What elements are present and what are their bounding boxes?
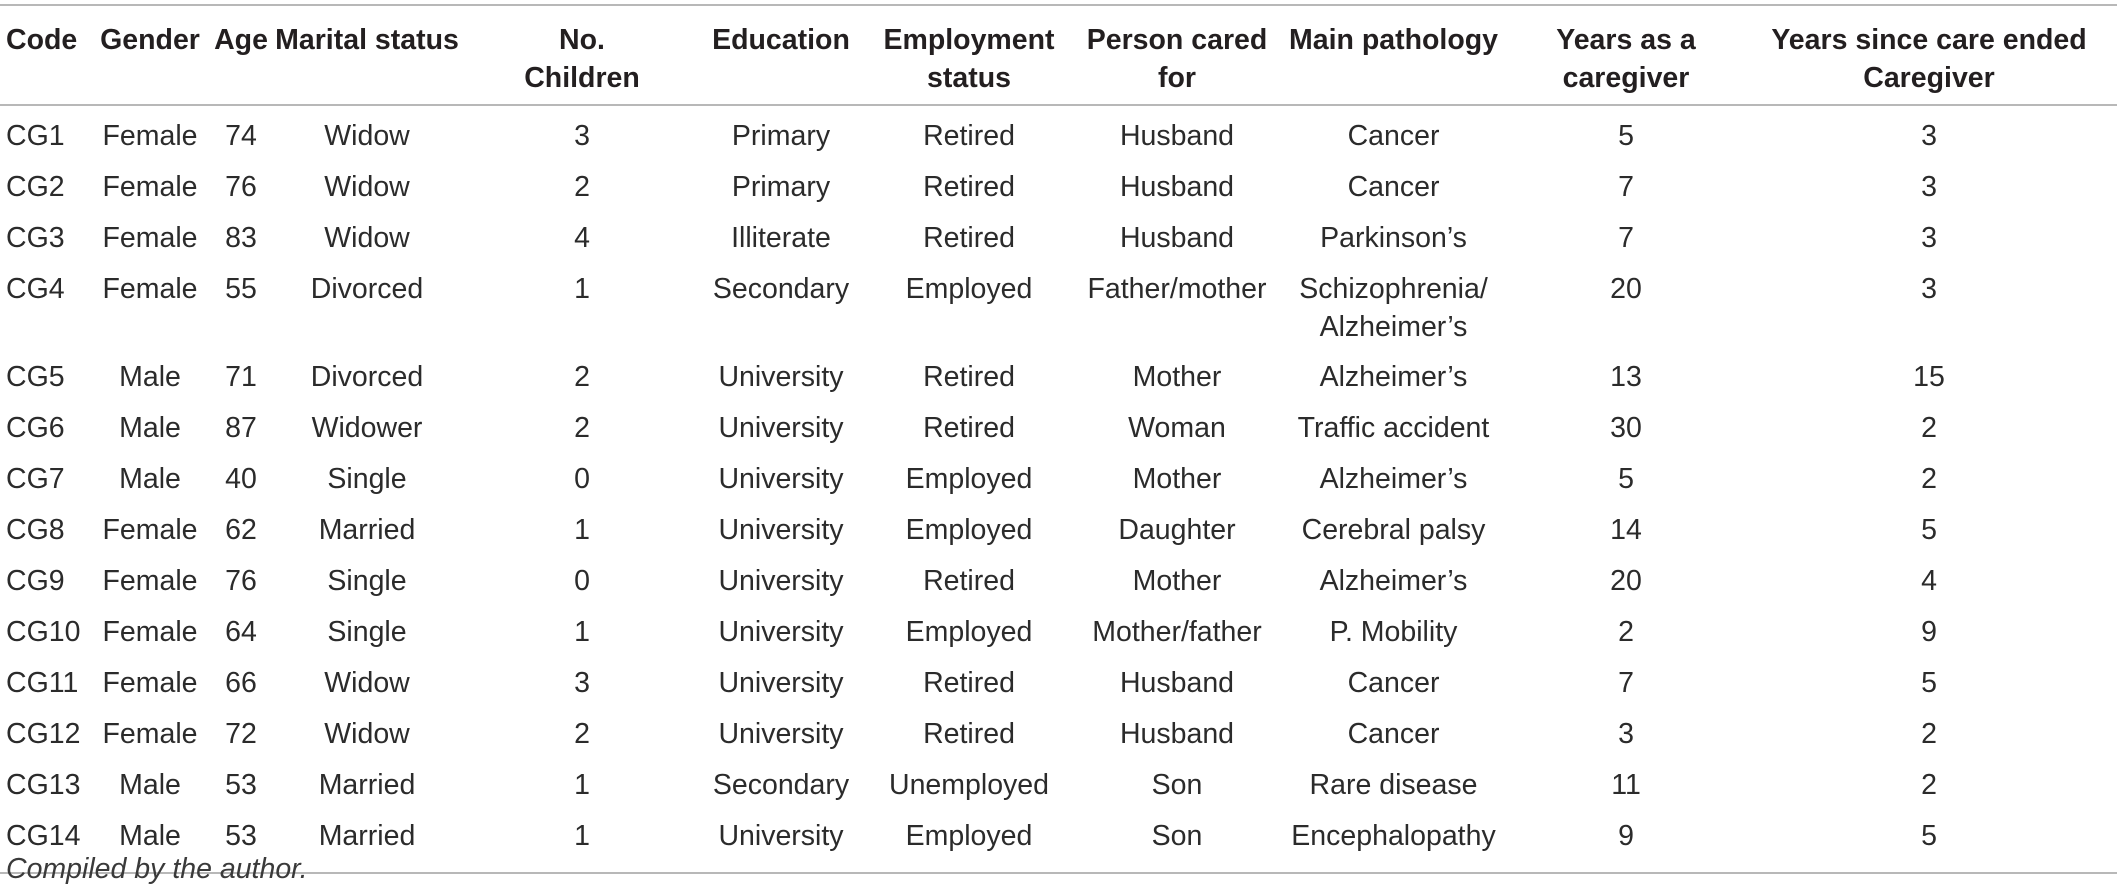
cell-education: Primary xyxy=(731,120,831,152)
column-header-education: Education xyxy=(702,5,860,105)
cell-years-since-care-ended: 4 xyxy=(1921,565,1937,597)
cell-main-pathology: Schizophrenia/ Alzheimer’s xyxy=(1299,273,1488,343)
cell-age: 71 xyxy=(225,361,257,393)
table-row xyxy=(0,507,2117,558)
cell-gender: Female xyxy=(102,222,198,254)
cell-employment-status: Employed xyxy=(905,514,1033,546)
cell-age: 53 xyxy=(210,813,272,873)
cell-age: 72 xyxy=(225,718,257,750)
cell-education: University xyxy=(718,718,844,750)
cell-gender: Male xyxy=(119,361,181,393)
cell-children: 3 xyxy=(574,667,590,699)
cell-code: CG12 xyxy=(6,718,81,750)
cell-education: University xyxy=(718,616,844,648)
cell-years-as-caregiver: 14 xyxy=(1610,514,1642,546)
table-row xyxy=(0,266,2117,354)
cell-code: CG5 xyxy=(6,361,65,393)
table-row xyxy=(0,609,2117,660)
table-row xyxy=(0,762,2117,813)
cell-main-pathology: Parkinson’s xyxy=(1320,222,1467,254)
cell-main-pathology: P. Mobility xyxy=(1329,616,1458,648)
cell-person-cared-for: Son xyxy=(1078,813,1276,873)
cell-education: University xyxy=(718,514,844,546)
cell-education: University xyxy=(718,463,844,495)
column-header-years-since-care-ended: Years since care ended Caregiver xyxy=(1741,5,2117,105)
cell-employment-status: Retired xyxy=(923,120,1015,152)
header-row xyxy=(0,5,2117,105)
cell-employment-status: Retired xyxy=(923,667,1015,699)
cell-education: Primary xyxy=(731,171,831,203)
cell-employment-status: Retired xyxy=(923,565,1015,597)
cell-employment-status: Retired xyxy=(923,361,1015,393)
cell-years-since-care-ended: 5 xyxy=(1921,514,1937,546)
cell-gender: Female xyxy=(102,171,198,203)
column-header-employment-status: Employment status xyxy=(860,5,1078,105)
cell-years-as-caregiver: 7 xyxy=(1618,171,1634,203)
cell-years-as-caregiver: 13 xyxy=(1610,361,1642,393)
cell-years-as-caregiver: 11 xyxy=(1611,769,1641,801)
cell-employment-status: Employed xyxy=(905,616,1033,648)
cell-person-cared-for: Husband xyxy=(1119,120,1235,152)
cell-years-as-caregiver: 7 xyxy=(1618,667,1634,699)
cell-marital-status: Widower xyxy=(311,412,423,444)
cell-person-cared-for: Father/mother xyxy=(1087,273,1267,305)
cell-years-since-care-ended: 2 xyxy=(1921,463,1937,495)
cell-marital-status: Single xyxy=(327,463,407,495)
cell-children: 1 xyxy=(462,813,702,873)
cell-code: CG14 xyxy=(0,813,90,873)
cell-main-pathology: Alzheimer’s xyxy=(1319,361,1468,393)
cell-education: Secondary xyxy=(712,769,850,801)
cell-marital-status: Married xyxy=(318,514,416,546)
cell-age: 74 xyxy=(225,120,257,152)
column-header-children: No. Children xyxy=(462,5,702,105)
table-row xyxy=(0,711,2117,762)
cell-gender: Female xyxy=(102,565,198,597)
cell-children: 3 xyxy=(574,120,590,152)
cell-children: 4 xyxy=(574,222,590,254)
table-row xyxy=(0,354,2117,405)
cell-gender: Male xyxy=(119,769,181,801)
cell-education: Secondary xyxy=(712,273,850,305)
cell-person-cared-for: Husband xyxy=(1119,222,1235,254)
cell-age: 76 xyxy=(225,565,257,597)
cell-years-as-caregiver: 20 xyxy=(1610,273,1642,305)
cell-employment-status: Retired xyxy=(923,222,1015,254)
cell-person-cared-for: Son xyxy=(1151,769,1203,801)
table-row xyxy=(0,105,2117,164)
cell-code: CG7 xyxy=(6,463,65,495)
cell-marital-status: Divorced xyxy=(310,273,424,305)
cell-age: 87 xyxy=(225,412,257,444)
cell-age: 66 xyxy=(225,667,257,699)
cell-years-as-caregiver: 20 xyxy=(1610,565,1642,597)
cell-main-pathology: Alzheimer’s xyxy=(1319,463,1468,495)
cell-education: Illiterate xyxy=(731,222,831,254)
cell-years-since-care-ended: 3 xyxy=(1921,171,1937,203)
column-header-age: Age xyxy=(210,5,272,105)
cell-main-pathology: Alzheimer’s xyxy=(1319,565,1468,597)
cell-employment-status: Employed xyxy=(905,463,1033,495)
cell-children: 2 xyxy=(574,718,590,750)
column-header-person-cared-for: Person cared for xyxy=(1078,5,1276,105)
cell-main-pathology: Encephalopathy xyxy=(1276,813,1511,873)
column-header-years-as-caregiver: Years as a caregiver xyxy=(1511,5,1741,105)
cell-gender: Male xyxy=(90,813,210,873)
cell-children: 2 xyxy=(574,171,590,203)
cell-age: 55 xyxy=(225,273,257,305)
cell-marital-status: Single xyxy=(327,565,407,597)
cell-age: 76 xyxy=(225,171,257,203)
cell-years-since-care-ended: 3 xyxy=(1921,273,1937,305)
cell-years-since-care-ended: 2 xyxy=(1921,718,1937,750)
cell-marital-status: Widow xyxy=(324,667,410,699)
cell-years-as-caregiver: 3 xyxy=(1618,718,1634,750)
column-header-main-pathology: Main pathology xyxy=(1276,5,1511,105)
cell-code: CG3 xyxy=(6,222,65,254)
cell-children: 0 xyxy=(574,565,590,597)
cell-code: CG9 xyxy=(6,565,65,597)
cell-age: 83 xyxy=(225,222,257,254)
cell-main-pathology: Cancer xyxy=(1347,718,1440,750)
cell-code: CG10 xyxy=(6,616,81,648)
cell-children: 0 xyxy=(574,463,590,495)
cell-gender: Female xyxy=(102,667,198,699)
cell-age: 53 xyxy=(225,769,257,801)
cell-code: CG11 xyxy=(6,667,79,699)
cell-children: 2 xyxy=(574,412,590,444)
cell-education: University xyxy=(718,667,844,699)
cell-main-pathology: Cancer xyxy=(1347,667,1440,699)
cell-years-as-caregiver: 9 xyxy=(1511,813,1741,873)
table-row xyxy=(0,215,2117,266)
table-row xyxy=(0,405,2117,456)
table-row xyxy=(0,456,2117,507)
cell-children: 1 xyxy=(574,616,590,648)
cell-years-since-care-ended: 3 xyxy=(1921,120,1937,152)
cell-main-pathology: Cerebral palsy xyxy=(1301,514,1486,546)
cell-education: University xyxy=(718,565,844,597)
cell-person-cared-for: Mother xyxy=(1132,361,1222,393)
cell-employment-status: Retired xyxy=(923,412,1015,444)
cell-person-cared-for: Husband xyxy=(1119,667,1235,699)
cell-gender: Female xyxy=(102,120,198,152)
table-row xyxy=(0,813,2117,873)
table-row xyxy=(0,164,2117,215)
cell-person-cared-for: Mother xyxy=(1132,565,1222,597)
cell-years-as-caregiver: 30 xyxy=(1610,412,1642,444)
cell-marital-status: Divorced xyxy=(310,361,424,393)
cell-gender: Male xyxy=(119,412,181,444)
column-header-code: Code xyxy=(0,5,90,105)
cell-code: CG4 xyxy=(6,273,65,305)
cell-code: CG2 xyxy=(6,171,65,203)
cell-main-pathology: Traffic accident xyxy=(1297,412,1490,444)
cell-employment-status: Employed xyxy=(905,273,1033,305)
cell-marital-status: Widow xyxy=(324,171,410,203)
cell-education: University xyxy=(718,412,844,444)
cell-code: CG13 xyxy=(6,769,81,801)
cell-person-cared-for: Woman xyxy=(1128,412,1226,444)
cell-years-since-care-ended: 2 xyxy=(1921,412,1937,444)
cell-person-cared-for: Daughter xyxy=(1118,514,1236,546)
cell-age: 62 xyxy=(225,514,257,546)
cell-main-pathology: Cancer xyxy=(1347,171,1440,203)
cell-code: CG8 xyxy=(6,514,65,546)
caregiver-table xyxy=(0,4,2117,874)
cell-employment-status: Employed xyxy=(860,813,1078,873)
cell-years-since-care-ended: 9 xyxy=(1921,616,1937,648)
cell-education: University xyxy=(702,813,860,873)
cell-education: University xyxy=(718,361,844,393)
cell-main-pathology: Cancer xyxy=(1347,120,1440,152)
cell-children: 2 xyxy=(574,361,590,393)
cell-gender: Male xyxy=(119,463,181,495)
cell-gender: Female xyxy=(102,718,198,750)
cell-code: CG1 xyxy=(6,120,65,152)
cell-person-cared-for: Husband xyxy=(1119,171,1235,203)
cell-gender: Female xyxy=(102,616,198,648)
cell-marital-status: Married xyxy=(318,769,416,801)
cell-marital-status: Widow xyxy=(324,222,410,254)
cell-person-cared-for: Mother/father xyxy=(1092,616,1262,648)
table-body xyxy=(0,105,2117,873)
cell-years-as-caregiver: 2 xyxy=(1618,616,1634,648)
cell-years-since-care-ended: 3 xyxy=(1921,222,1937,254)
cell-marital-status: Widow xyxy=(324,120,410,152)
cell-years-as-caregiver: 5 xyxy=(1618,463,1634,495)
column-header-gender: Gender xyxy=(90,5,210,105)
cell-person-cared-for: Mother xyxy=(1132,463,1222,495)
cell-age: 40 xyxy=(225,463,257,495)
column-header-marital-status: Marital status xyxy=(272,5,462,105)
table-footnote: Compiled by the author. xyxy=(6,853,308,885)
cell-main-pathology: Rare disease xyxy=(1309,769,1478,801)
cell-code: CG6 xyxy=(6,412,65,444)
cell-children: 1 xyxy=(574,769,590,801)
cell-years-since-care-ended: 5 xyxy=(1741,813,2117,873)
cell-employment-status: Unemployed xyxy=(888,769,1049,801)
cell-person-cared-for: Husband xyxy=(1119,718,1235,750)
cell-employment-status: Retired xyxy=(923,718,1015,750)
cell-years-since-care-ended: 5 xyxy=(1921,667,1937,699)
cell-children: 1 xyxy=(574,514,590,546)
cell-years-as-caregiver: 5 xyxy=(1618,120,1634,152)
cell-years-since-care-ended: 2 xyxy=(1921,769,1937,801)
cell-years-as-caregiver: 7 xyxy=(1618,222,1634,254)
cell-age: 64 xyxy=(225,616,257,648)
cell-marital-status: Widow xyxy=(324,718,410,750)
cell-gender: Female xyxy=(102,273,198,305)
cell-gender: Female xyxy=(102,514,198,546)
cell-children: 1 xyxy=(574,273,590,305)
cell-years-since-care-ended: 15 xyxy=(1913,361,1945,393)
table-row xyxy=(0,660,2117,711)
cell-marital-status: Married xyxy=(272,813,462,873)
table-row xyxy=(0,558,2117,609)
cell-employment-status: Retired xyxy=(923,171,1015,203)
cell-marital-status: Single xyxy=(327,616,407,648)
